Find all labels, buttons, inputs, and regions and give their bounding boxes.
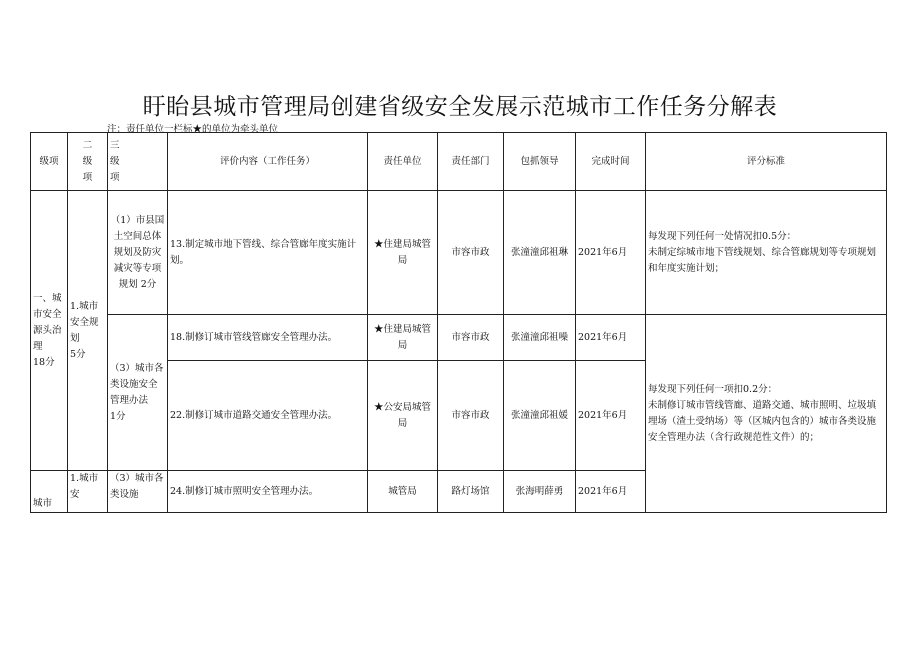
header-leader: 包抓领导 [504, 133, 576, 191]
deadline-cell: 2021年6月 [576, 315, 646, 361]
content-cell: 22.制修订城市道路交通安全管理办法。 [168, 361, 368, 471]
content-cell: 18.制修订城市管线管廊安全管理办法。 [168, 315, 368, 361]
table-row [31, 191, 887, 315]
deadline-cell: 2021年6月 [576, 191, 646, 315]
header-row [31, 133, 887, 191]
header-level3: 三 级 项 [108, 133, 168, 191]
table-row [31, 315, 887, 361]
leader-cell: 张海明薛勇 [504, 471, 576, 513]
level2-cell: 1.城市安 [68, 471, 108, 513]
unit-cell: 城管局 [368, 471, 438, 513]
level2-cell: 1.城市安全规划 5分 [68, 191, 108, 471]
content-cell: 13.制定城市地下管线、综合管廊年度实施计划。 [168, 191, 368, 315]
leader-cell: 张潼潼邱祖媛 [504, 361, 576, 471]
page-title: 盱眙县城市管理局创建省级安全发展示范城市工作任务分解表 [142, 94, 778, 120]
leader-cell: 张潼潼邱祖琳 [504, 191, 576, 315]
header-level2: 二 级 项 [68, 133, 108, 191]
leader-cell: 张潼潼邱祖噪 [504, 315, 576, 361]
dept-cell: 市容市政 [438, 315, 504, 361]
header-unit: 责任单位 [368, 133, 438, 191]
header-level1: 级项 [31, 133, 68, 191]
level3-cell: （1）市县国土空间总体规划及防灾减灾等专项规划 2分 [108, 191, 168, 315]
dept-cell: 市容市政 [438, 361, 504, 471]
dept-cell: 路灯场馆 [438, 471, 504, 513]
content-cell: 24.制修订城市照明安全管理办法。 [168, 471, 368, 513]
header-criteria: 评分标准 [646, 133, 887, 191]
task-table [30, 132, 887, 513]
deadline-cell: 2021年6月 [576, 471, 646, 513]
level1-cell: 一、城市安全源头治理 18分 [31, 191, 68, 471]
unit-cell: ★公安局城管局 [368, 361, 438, 471]
header-deadline: 完成时间 [576, 133, 646, 191]
header-content: 评价内容（工作任务） [168, 133, 368, 191]
unit-cell: ★住建局城管局 [368, 315, 438, 361]
level3-cell: （3）城市各类设施 [108, 471, 168, 513]
dept-cell: 市容市政 [438, 191, 504, 315]
table-note: 注：责任单位一栏标★的单位为牵头单位 [107, 124, 279, 135]
deadline-cell: 2021年6月 [576, 361, 646, 471]
criteria-cell: 每发现下列任何一项扣0.2分： 未制修订城市管线管廊、道路交通、城市照明、垃圾填埋场（渣土受纳场）等（区城内包含的）城市各类设施安全管理办法（含行政规范性文件）的； [646, 315, 887, 513]
level1-cell: 城市 [31, 471, 68, 513]
level3-cell: （3）城市各类设施安全管理办法 1分 [108, 315, 168, 471]
criteria-cell: 每发现下列任何一处情况扣0.5分： 未制定综城市地下管线规划、综合管廊规划等专项规划和年度实施计划； [646, 191, 887, 315]
unit-cell: ★住建局城管局 [368, 191, 438, 315]
header-dept: 责任部门 [438, 133, 504, 191]
